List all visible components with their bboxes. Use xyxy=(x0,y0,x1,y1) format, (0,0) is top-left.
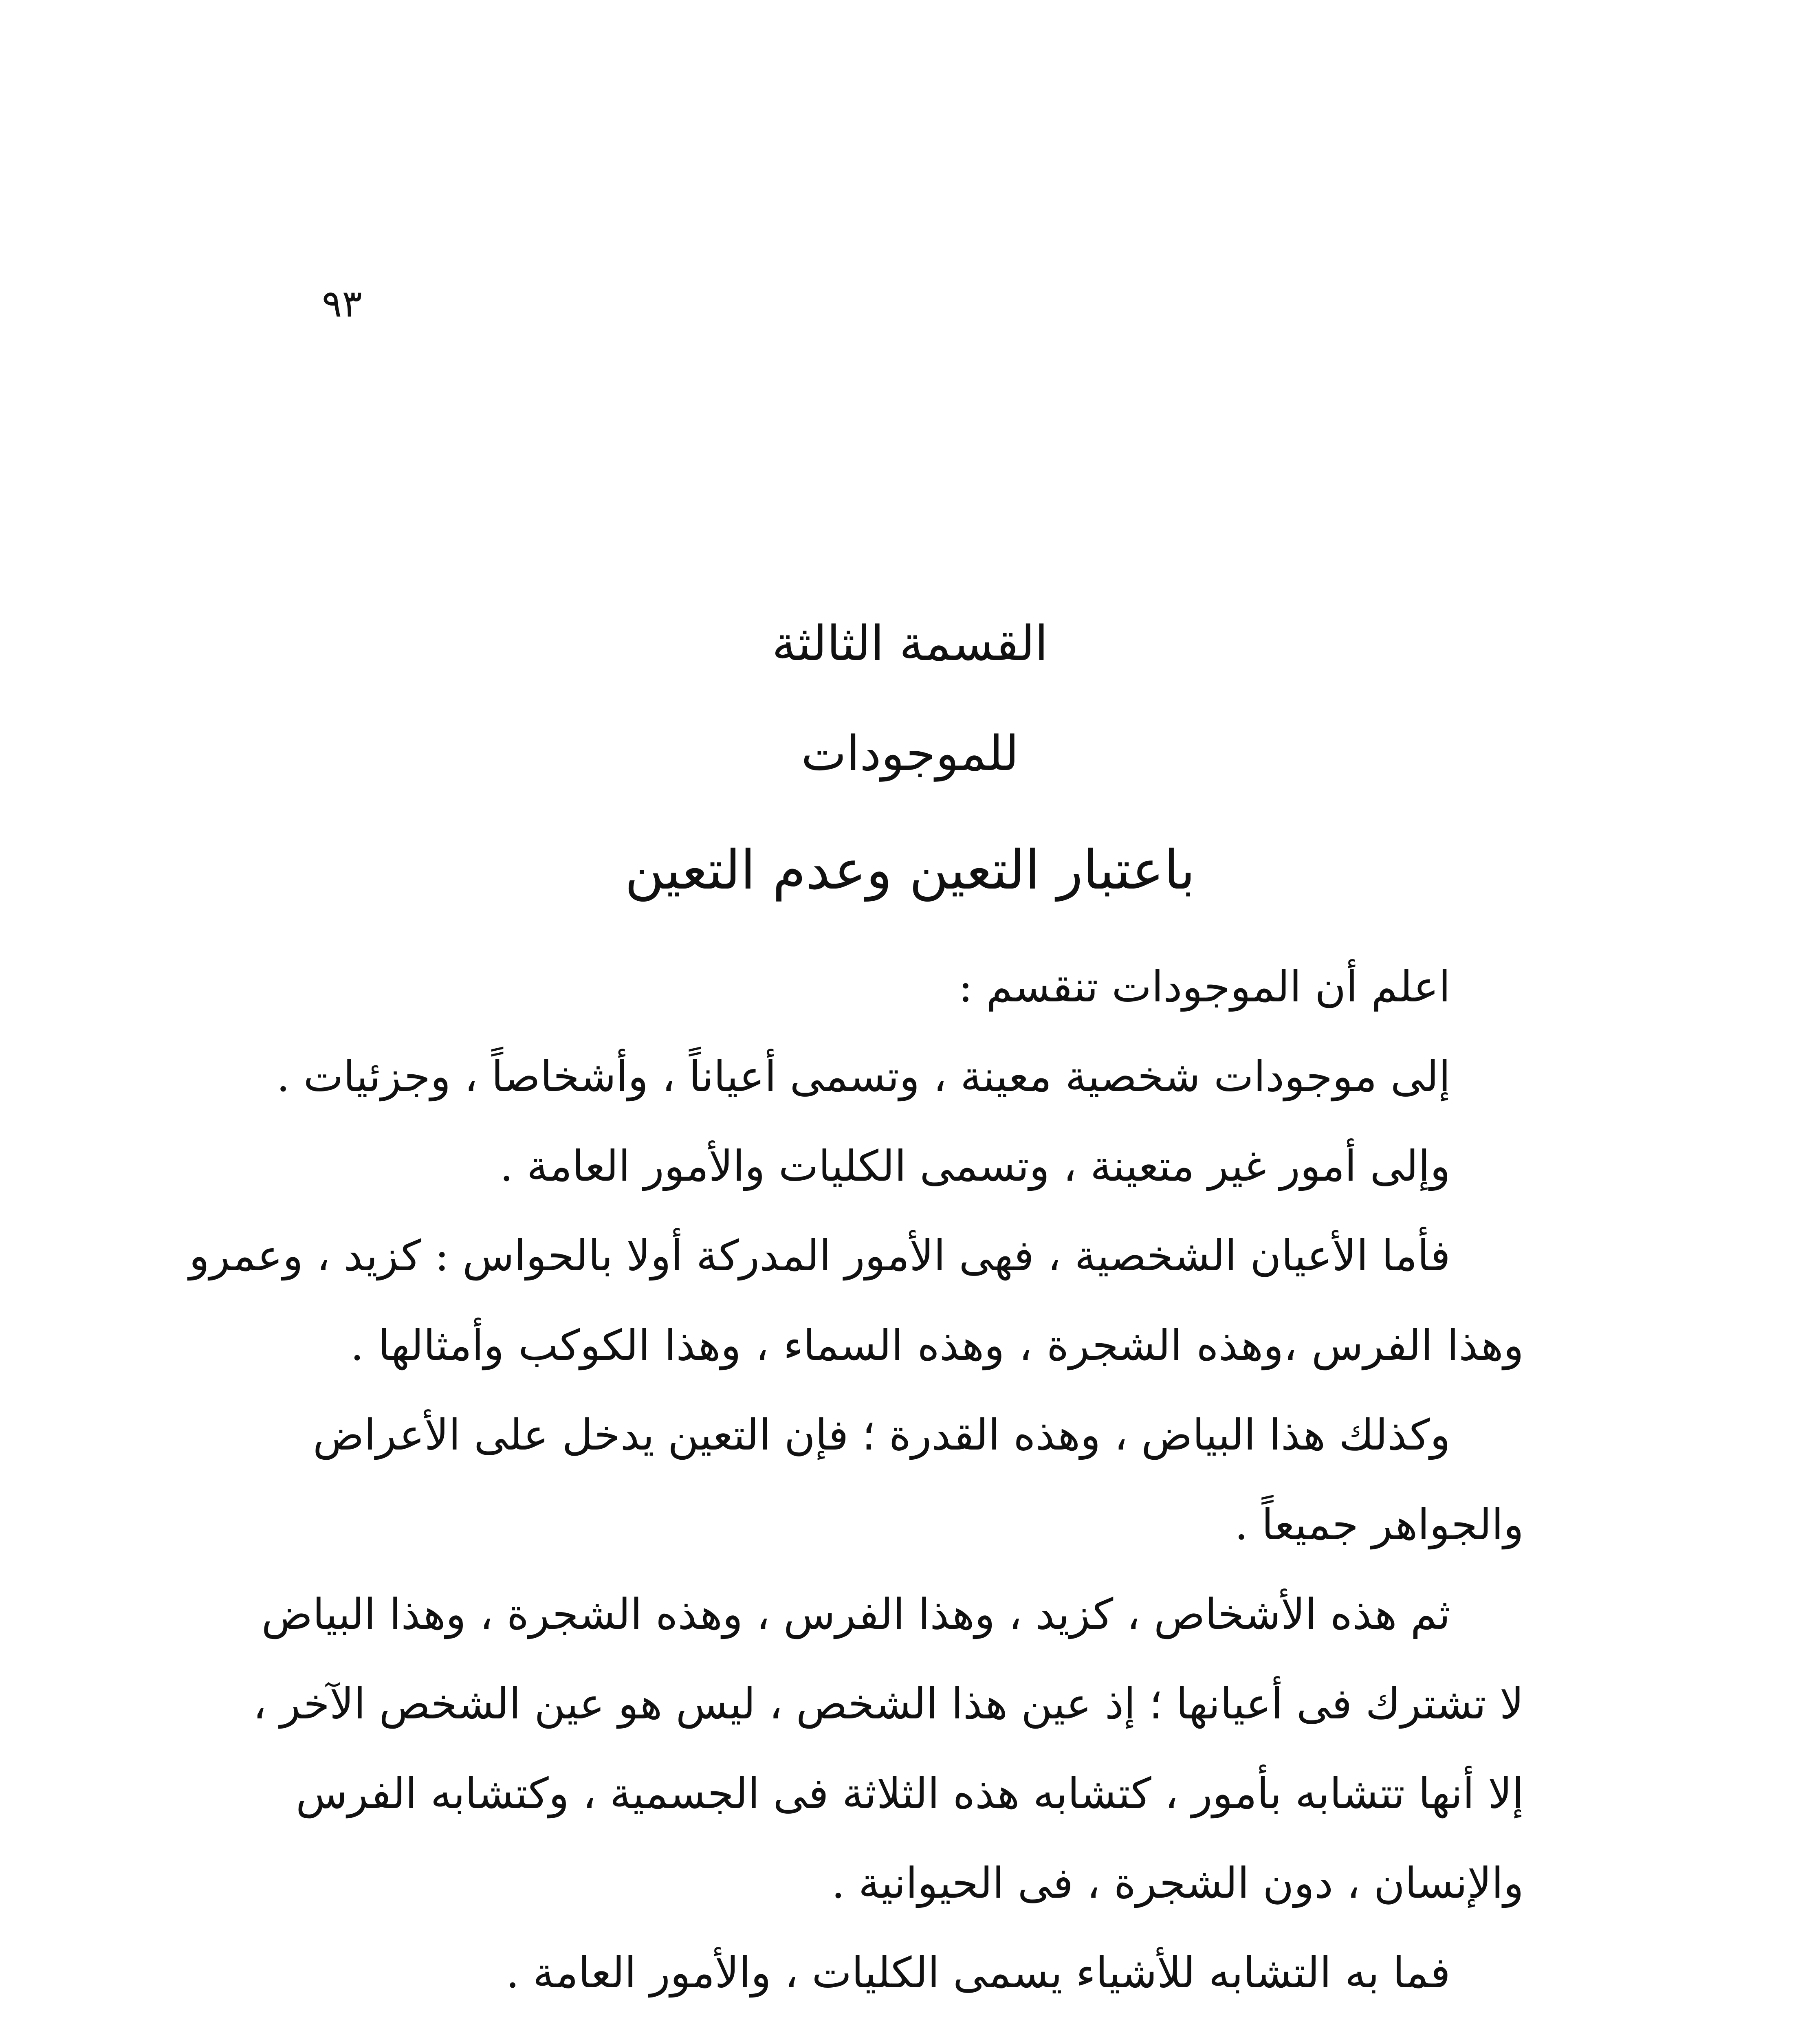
text-line: فأما الأعيان الشخصية ، فهى الأمور المدركة أولا بالحواس : كزيد ، وعمرو xyxy=(189,1231,1450,1280)
text-line: إلى موجودات شخصية معينة ، وتسمى أعياناً ، وأشخاصاً ، وجزئيات . xyxy=(276,1051,1450,1101)
text-line: اعلم أن الموجودات تنقسم : xyxy=(958,962,1450,1012)
text-line: وهذا الفرس ،وهذه الشجرة ، وهذه السماء ، وهذا الكوكب وأمثالها . xyxy=(350,1320,1524,1370)
section-title: القسمة الثالثة xyxy=(772,615,1048,671)
page-number: ٩٣ xyxy=(322,282,362,326)
text-line: فما به التشابه للأشياء يسمى الكليات ، والأمور العامة . xyxy=(506,1948,1450,1997)
text-line: ثم هذه الأشخاص ، كزيد ، وهذا الفرس ، وهذه الشجرة ، وهذا البياض xyxy=(261,1589,1450,1639)
text-line: وكذلك هذا البياض ، وهذه القدرة ؛ فإن التعين يدخل على الأعراض xyxy=(313,1410,1450,1460)
text-line: والإنسان ، دون الشجرة ، فى الحيوانية . xyxy=(831,1858,1524,1908)
section-subtitle-2: باعتبار التعين وعدم التعين xyxy=(625,839,1195,902)
text-line: لا تشترك فى أعيانها ؛ إذ عين هذا الشخص ، ليس هو عين الشخص الآخر ، xyxy=(253,1679,1524,1729)
text-line: وإلى أمور غير متعينة ، وتسمى الكليات والأمور العامة . xyxy=(500,1141,1450,1191)
text-line: والجواهر جميعاً . xyxy=(1235,1500,1524,1549)
text-line: إلا أنها تتشابه بأمور ، كتشابه هذه الثلاثة فى الجسمية ، وكتشابه الفرس xyxy=(296,1769,1524,1818)
section-subtitle: للموجودات xyxy=(801,725,1019,781)
